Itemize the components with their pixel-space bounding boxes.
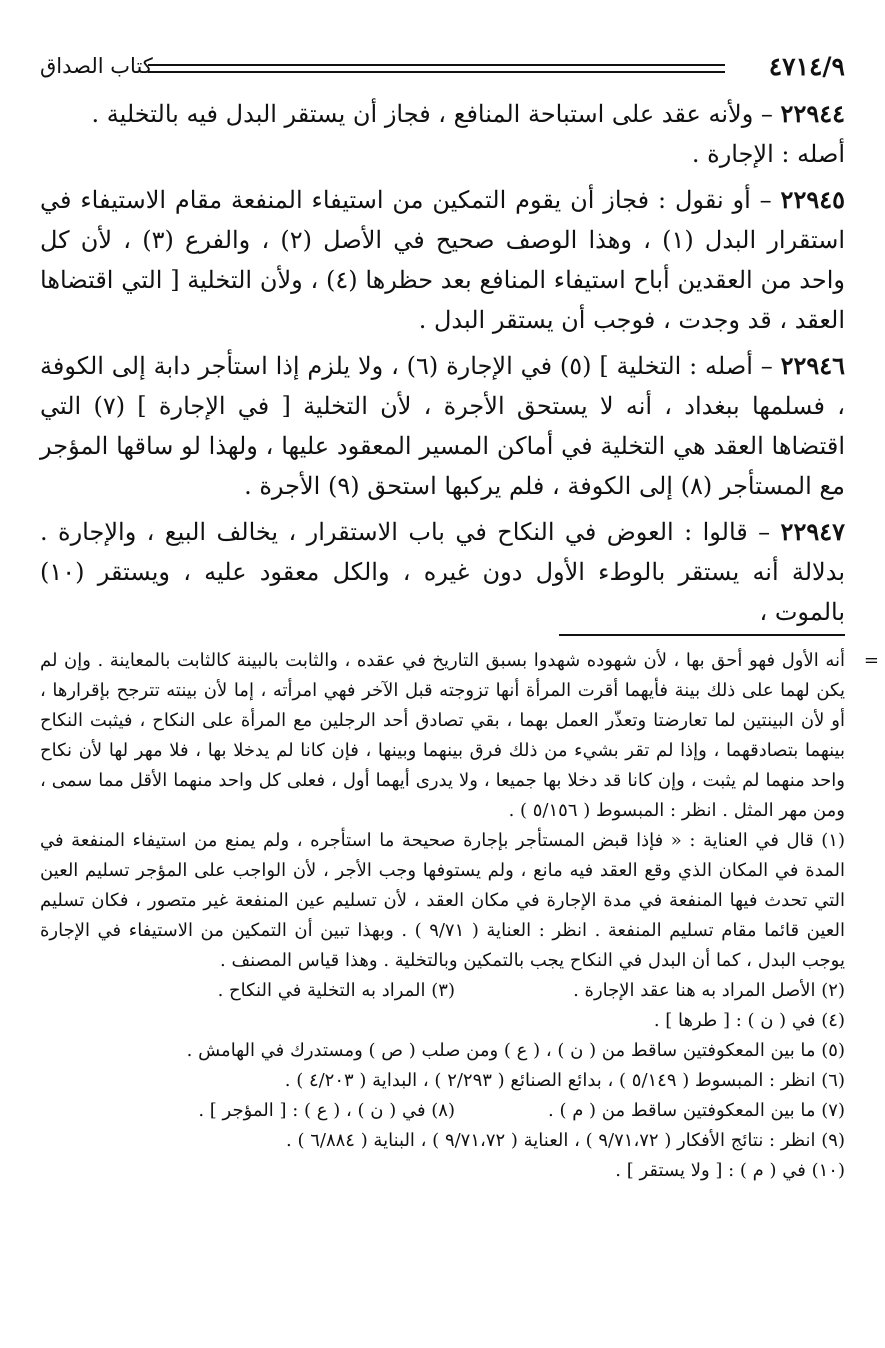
- footnote-pair-7-8: [40, 1096, 845, 1126]
- main-text: [40, 94, 845, 638]
- footnote-7: (٧) ما بين المعكوفتين ساقط من ( م ) .: [548, 1100, 845, 1121]
- footnote-2: (٢) الأصل المراد به هنا عقد الإجارة .: [573, 980, 845, 1001]
- page-number: ٤٧١٤/٩: [768, 52, 845, 81]
- page-header: [40, 52, 845, 82]
- footnote-4: (٤) في ( ن ) : [ طرها ] .: [653, 1010, 845, 1031]
- footnote-9: (٩) انظر : نتائج الأفكار ( ٩/٧١،٧٢ ) ، العناية ( ٩/٧١،٧٢ ) ، البناية ( ٦/٨٨٤ ) .: [286, 1130, 845, 1151]
- footnote-continuation: [40, 646, 879, 826]
- paragraph-text: – أو نقول : فجاز أن يقوم التمكين من استيفاء المنفعة مقام الاستيفاء في استقرار البدل (١) ، وهذا الوصف صحيح في الأصل (٢) ، والفرع (٣) ، لأن كل واحد من العقدين أباح استيفاء المنافع بعد حظرها (٤) ، ولأن التخلية [ التي اقتضاها العقد ، قد وجدت ، فوجب أن يستقر البدل .: [40, 186, 846, 334]
- paragraph-22944: [40, 94, 845, 134]
- paragraph-22946: [40, 346, 845, 506]
- footnote-pair-2-3: [40, 976, 845, 1006]
- paragraph-text: – أصله : التخلية ] (٥) في الإجارة (٦) ، ولا يلزم إذا استأجر دابة إلى الكوفة ، فسلمها ببغداد ، أنه لا يستحق الأجرة ، لأن التخلية [ في الإجارة ] (٧) التي اقتضاها العقد هي التخلية في أماكن المسير المعقود عليها ، ولهذا لو ساقها المؤجر مع المستأجر (٨) إلى الكوفة ، فلم يركبها استحق (٩) الأجرة .: [40, 352, 845, 500]
- footnote-10: (١٠) في ( م ) : [ ولا يستقر ] .: [615, 1160, 845, 1181]
- paragraph-22947: [40, 512, 845, 632]
- footnote-3: (٣) المراد به التخلية في النكاح .: [217, 980, 455, 1001]
- paragraph-number: ٢٢٩٤٦: [780, 351, 846, 380]
- book-title: كتاب الصداق: [40, 54, 153, 78]
- header-double-rule: [148, 64, 725, 73]
- footnote-separator: [559, 634, 845, 636]
- footnote-1: (١) قال في العناية : « فإذا قبض المستأجر بإجارة صحيحة ما استأجره ، ولم يمنع من استيفاء المنفعة في المدة في المكان الذي وقع العقد فيه مانع ، ولم يستوفها وجب الأجر ، لأن الواجب على المؤجر تسليم العين التي تحدث فيها المنفعة في مدة الإجارة في مكان العقد ، لأن تسليم عين المنفعة غير متصور ، فكان تسليم العين قائما مقام تسليم المنفعة . انظر : العناية ( ٩/٧١ ) . وبهذا تبين أن التمكين من الاستيفاء في الإجارة يوجب البدل ، كما أن البدل في النكاح يجب بالتمكين وبالتخلية . وهذا قياس المصنف .: [40, 830, 845, 971]
- paragraph-number: ٢٢٩٤٧: [780, 517, 845, 546]
- paragraph-text: – ولأنه عقد على استباحة المنافع ، فجاز أن يستقر البدل فيه بالتخلية .: [91, 100, 781, 128]
- footnote-6: (٦) انظر : المبسوط ( ٥/١٤٩ ) ، بدائع الصنائع ( ٢/٢٩٣ ) ، البداية ( ٤/٢٠٣ ) .: [284, 1070, 845, 1091]
- paragraph-22944-continuation: أصله : الإجارة .: [691, 140, 845, 168]
- footnote-5: (٥) ما بين المعكوفتين ساقط من ( ن ) ، ( ع ) ومن صلب ( ص ) ومستدرك في الهامش .: [186, 1040, 845, 1061]
- continuation-mark: =: [863, 650, 879, 671]
- paragraph-22945: [40, 180, 845, 340]
- paragraph-text: – قالوا : العوض في النكاح في باب الاستقرار ، يخالف البيع ، والإجارة . بدلالة أنه يستقر بالوطء الأول دون غيره ، والكل معقود عليه ، ويستقر (١٠) بالموت ،: [40, 518, 845, 626]
- footnote-8: (٨) في ( ن ) ، ( ع ) : [ المؤجر ] .: [198, 1100, 455, 1121]
- paragraph-number: ٢٢٩٤٥: [780, 185, 845, 214]
- footnote-continuation-text: أنه الأول فهو أحق بها ، لأن شهوده شهدوا بسبق التاريخ في عقده ، والثابت بالبينة كالثابت بالمعاينة . وإن لم يكن لهما على ذلك بينة فأيهما أقرت المرأة أنها تزوجته قبل الآخر فهي امرأته ، إما لأن بينته تترجح بإقرارها ، أو لأن البينتين لما تعارضتا وتعذّر العمل بهما ، بقي تصادق أحد الرجلين مع المرأة على النكاح ، فيثبت النكاح بينهما بتصادقهما ، وإذا لم تقر بشيء من ذلك فرق بينهما وبينها ، فإن كانا لم يدخلا بها ، فلا مهر لها لأن نكاح واحد منهما لم يثبت ، وإن كانا قد دخلا بها جميعا ، ولا يدرى أيهما أول ، فعلى كل واحد منهما الأقل مما سمى ، ومن مهر المثل . انظر : المبسوط ( ٥/١٥٦ ) .: [40, 650, 846, 821]
- footnotes: [40, 646, 879, 1186]
- paragraph-number: ٢٢٩٤٤: [780, 99, 845, 128]
